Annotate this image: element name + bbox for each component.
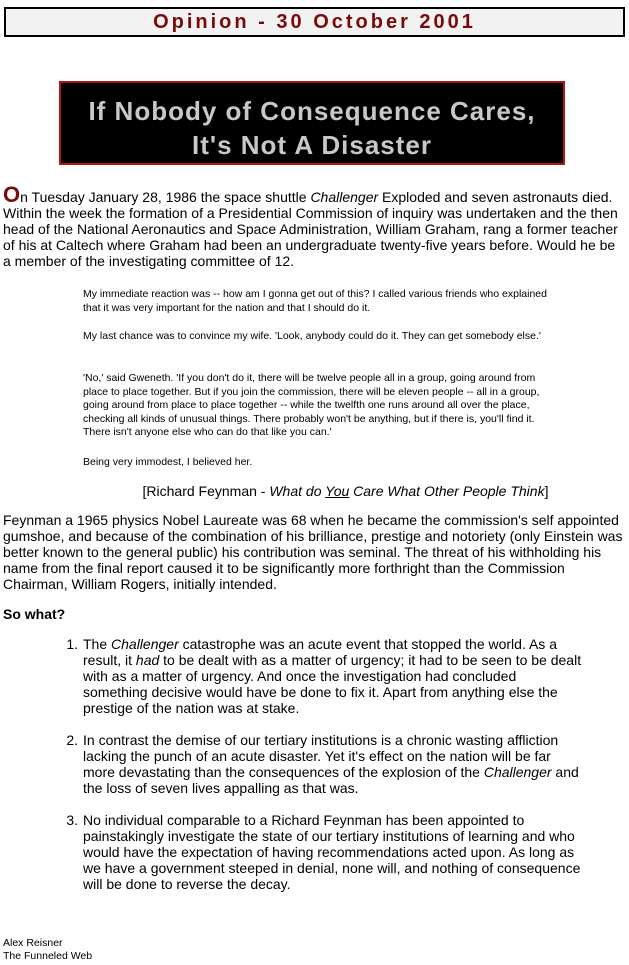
opinion-date-header: Opinion - 30 October 2001 — [4, 7, 625, 37]
intro-paragraph — [3, 182, 626, 269]
list-text: No individual comparable to a Richard Feynman has been appointed to painstakingly investigate the state of our tertiary institutions of learning and who would have the expectation of having recommendations acted upon. As long as we have a government steeped in denial, none will, and nothing of consequence will be done to reverse the decay. — [83, 812, 581, 892]
quote-paragraph-4: Being very immodest, I believed her. — [83, 456, 253, 468]
headline-line-2: It's Not A Disaster — [192, 130, 432, 160]
article-headline — [59, 81, 565, 165]
list-number: 2. — [66, 732, 78, 748]
quote-paragraph-1: My immediate reaction was -- how am I gonna get out of this? I called various friends who explained that it was very important for the nation and that I should do it. — [83, 288, 547, 314]
so-what-heading: So what? — [3, 606, 66, 622]
list-number: 3. — [66, 812, 78, 828]
site-name: The Funneled Web — [3, 950, 93, 962]
list-text: In contrast the demise of our tertiary institutions is a chronic wasting affliction lacking the punch of an acute disaster. Yet it's effect on the nation will be far more devastating than the consequences of the explosion of the Challenger and the loss of seven lives appalling as that was. — [83, 732, 579, 796]
author-name: Alex Reisner — [3, 937, 63, 949]
feynman-paragraph: Feynman a 1965 physics Nobel Laureate was 68 when he became the commission's self appointed gumshoe, and because of the combination of his brilliance, prestige and notoriety (only Einstein was better known to the general public) his contribution was seminal. The threat of his withholding his name from the final report caused it to be significantly more forthright than the Commission Chairman, William Rogers, initially intended. — [3, 512, 623, 592]
quote-paragraph-2: My last chance was to convince my wife. 'Look, anybody could do it. They can get somebody else.' — [83, 330, 541, 342]
intro-text-rest: Exploded and seven astronauts died. Within the week the formation of a Presidential Commission of inquiry was undertaken and the then head of the National Aeronautics and Space Administration, William Graham, rang a former teacher of his at Caltech where Graham had been an undergraduate twenty-five years before. Would he be a member of the investigating committee of 12. — [3, 189, 618, 269]
intro-text: n Tuesday January 28, 1986 the space shuttle — [20, 189, 311, 205]
citation-suffix: ] — [544, 483, 549, 499]
citation-prefix: [Richard Feynman - — [142, 483, 270, 499]
list-text: The Challenger catastrophe was an acute event that stopped the world. As a result, it had to be dealt with as a matter of urgency; it had to be seen to be dealt with as a matter of urgency. And once the investigation had concluded something decisive would have be done to fix it. Apart from anything else the prestige of the nation was at stake. — [83, 636, 582, 716]
drop-cap: O — [3, 182, 21, 207]
headline-line-1: If Nobody of Consequence Cares, — [88, 96, 536, 126]
quote-paragraph-3: 'No,' said Gweneth. 'If you don't do it, there will be twelve people all in a group, going around from place to place together. But if you join the commission, there will be eleven people -- all in a group, going around from place to place together -- while the twelfth one runs around all over the place, checking all kinds of unusual things. There probably won't be anything, but if there is, you'll find it. There isn't anyone else who can do that like you can.' — [83, 372, 540, 438]
quote-citation — [0, 483, 629, 499]
intro-emphasis: Challenger — [310, 189, 379, 205]
list-number: 1. — [66, 636, 78, 652]
citation-book-title: What do You Care What Other People Think — [269, 483, 545, 499]
